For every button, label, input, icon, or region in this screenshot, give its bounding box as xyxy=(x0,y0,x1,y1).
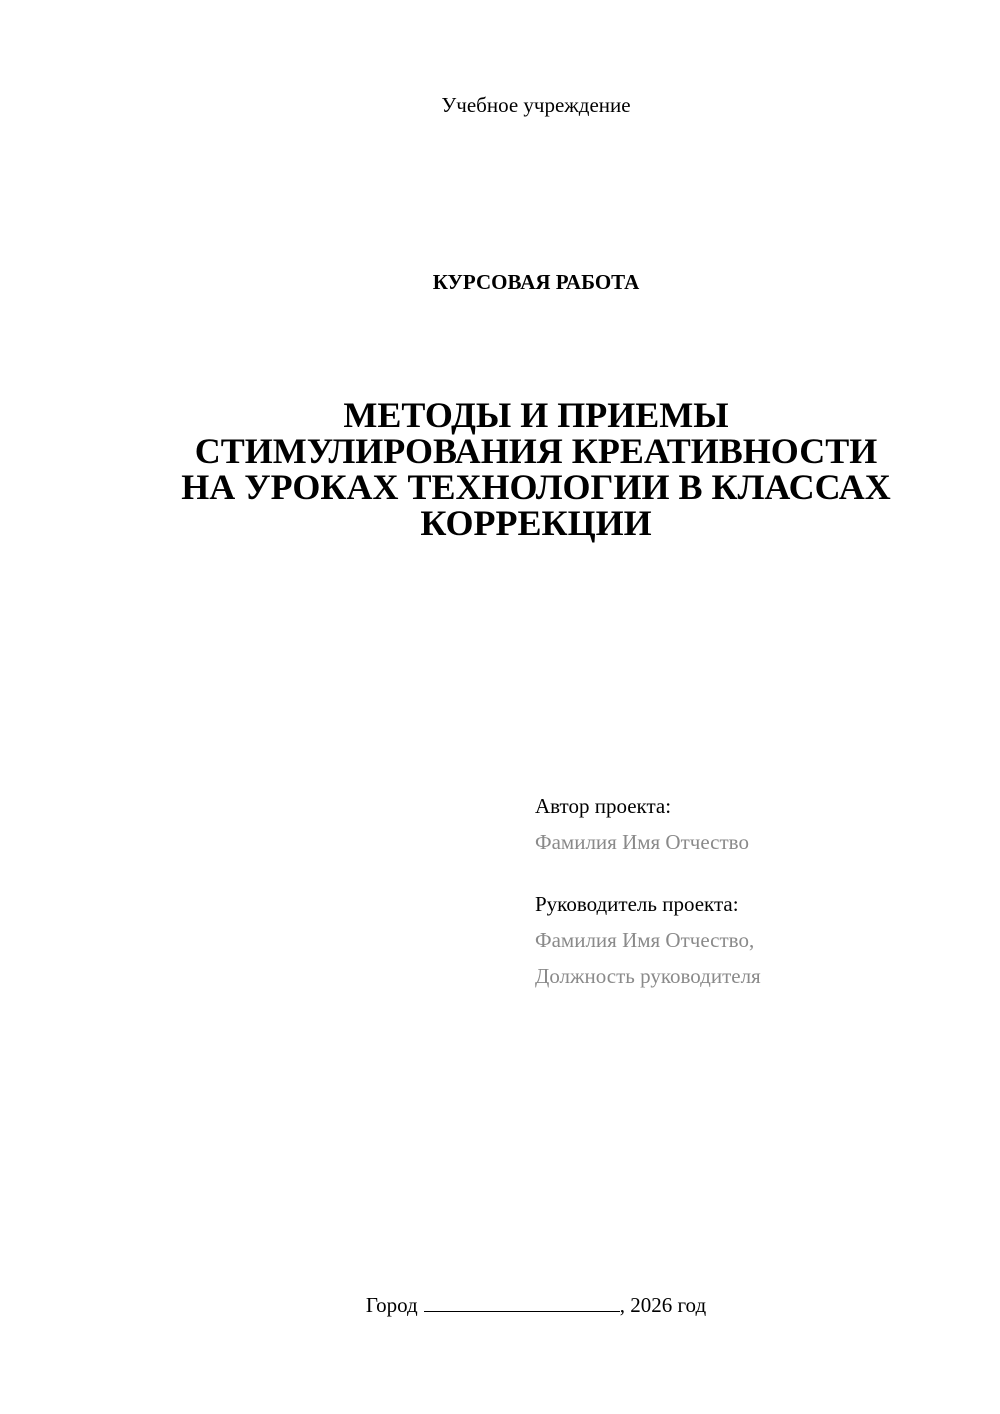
title-line: МЕТОДЫ И ПРИЕМЫ xyxy=(343,395,729,435)
footer-city-year xyxy=(0,1291,1000,1319)
credits-block xyxy=(535,788,975,994)
institution-name: Учебное учреждение xyxy=(441,93,631,117)
supervisor-name: Фамилия Имя Отчество, xyxy=(535,928,755,952)
spacer xyxy=(535,860,975,886)
author-label: Автор проекта: xyxy=(535,794,672,818)
year-text: , 2026 год xyxy=(619,1293,707,1317)
author-name: Фамилия Имя Отчество xyxy=(535,830,749,854)
city-blank-line xyxy=(424,1291,620,1312)
document-type: КУРСОВАЯ РАБОТА xyxy=(432,270,640,294)
supervisor-label: Руководитель проекта: xyxy=(535,892,739,916)
title-line: КОРРЕКЦИИ xyxy=(420,503,652,543)
city-label: Город xyxy=(365,1293,418,1317)
supervisor-position: Должность руководителя xyxy=(535,964,761,988)
title-line: НА УРОКАХ ТЕХНОЛОГИИ В КЛАССАХ xyxy=(181,467,891,507)
title-line: СТИМУЛИРОВАНИЯ КРЕАТИВНОСТИ xyxy=(194,431,878,471)
document-title xyxy=(100,397,972,541)
